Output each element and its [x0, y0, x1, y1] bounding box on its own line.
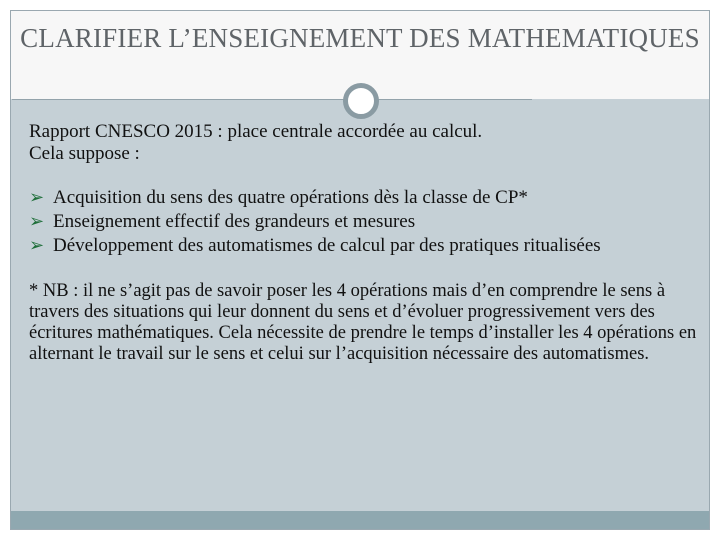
bullet-text: Enseignement effectif des grandeurs et mesures	[53, 211, 416, 232]
arrowhead-bullet-icon: ➢	[29, 235, 45, 256]
intro-line-1: Rapport CNESCO 2015 : place centrale accordée au calcul.	[29, 121, 483, 142]
bottom-accent-bar	[11, 511, 709, 529]
bullet-text: Développement des automatismes de calcul par des pratiques ritualisées	[53, 235, 601, 256]
bullet-item	[29, 187, 699, 209]
bullet-item	[29, 235, 699, 257]
bullet-item	[29, 211, 699, 233]
bullet-list	[29, 187, 699, 257]
bullet-text: Acquisition du sens des quatre opérations dès la classe de CP*	[53, 187, 528, 208]
intro-line-2: Cela suppose :	[29, 143, 140, 164]
title-divider	[12, 99, 532, 100]
slide-content	[29, 121, 699, 365]
arrowhead-bullet-icon: ➢	[29, 187, 45, 208]
slide	[10, 10, 710, 530]
circle-ring-icon	[343, 83, 379, 119]
slide-title: CLARIFIER L’ENSEIGNEMENT DES MATHEMATIQUES	[20, 23, 700, 53]
footnote: * NB : il ne s’agit pas de savoir poser les 4 opérations mais d’en comprendre le sens à travers des situations qui leur donnent du sens et d’évoluer progressivement vers des écritures mathématiques. Cela nécessite de prendre le temps d’installer les 4 opérations en alternant le travail sur le sens et celui sur l’acquisition nécessaire des automatismes.	[29, 281, 697, 364]
arrowhead-bullet-icon: ➢	[29, 211, 45, 232]
